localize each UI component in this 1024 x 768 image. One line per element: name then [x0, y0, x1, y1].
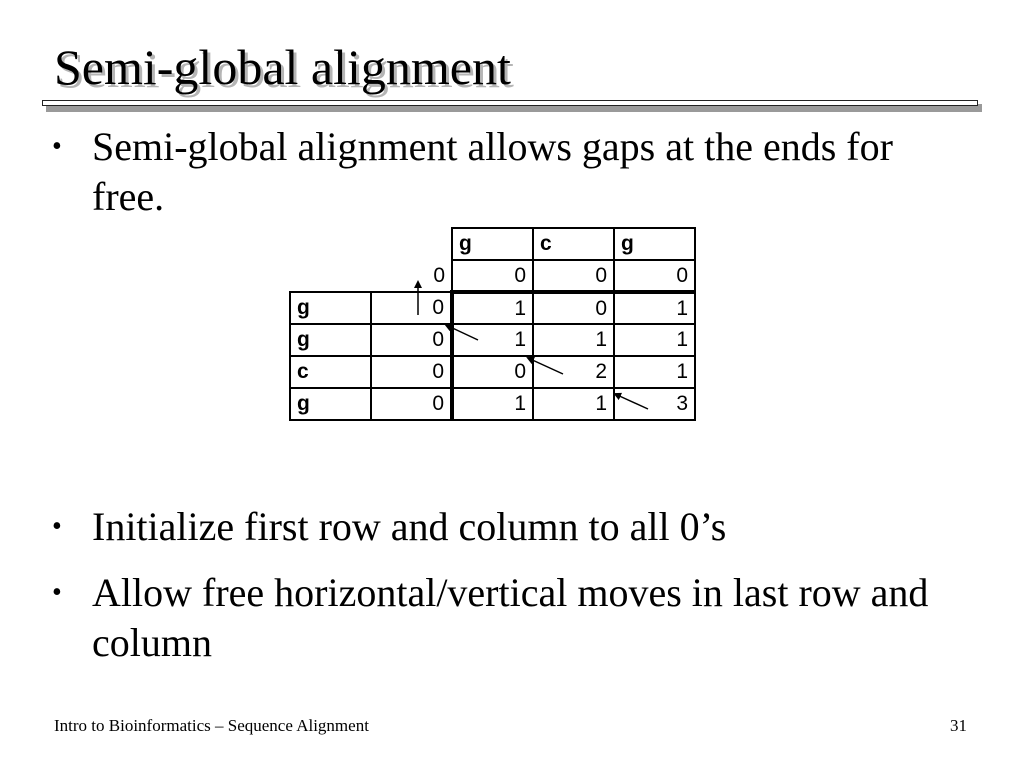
matrix-cell: 1 [614, 292, 695, 324]
empty-cell [371, 228, 452, 260]
bullet-item [52, 122, 972, 222]
bullet-text: Semi-global alignment allows gaps at the ends for free. [92, 124, 893, 219]
matrix-cell: 1 [533, 324, 614, 356]
row-header: g [290, 324, 371, 356]
column-header: g [452, 228, 533, 260]
matrix-cell: 1 [452, 388, 533, 420]
bullet-item [52, 568, 992, 668]
matrix-cell: 0 [452, 356, 533, 388]
slide-title: Semi-global alignment [54, 39, 511, 95]
bullet-text: Initialize first row and column to all 0’s [92, 504, 727, 549]
page-number: 31 [950, 716, 967, 735]
matrix-cell: 0 [433, 263, 445, 287]
dp-matrix [289, 227, 696, 421]
title-rule [42, 100, 978, 106]
footer-course-title: Intro to Bioinformatics – Sequence Alignment [54, 716, 369, 735]
bullet-text: Allow free horizontal/vertical moves in last row and column [92, 570, 929, 665]
matrix-cell: 0 [614, 260, 695, 292]
empty-cell [290, 260, 371, 292]
matrix-cell: 0 [533, 292, 614, 324]
column-header: g [614, 228, 695, 260]
empty-cell [290, 228, 371, 260]
row-header: g [290, 292, 371, 324]
matrix-cell: 2 [533, 356, 614, 388]
bullet-item [52, 502, 972, 552]
bullet-dot-icon: • [52, 131, 62, 162]
row-header: c [290, 356, 371, 388]
matrix-cell: 0 [371, 324, 452, 356]
bullet-dot-icon: • [52, 511, 62, 542]
matrix-cell: 0 [371, 292, 452, 324]
matrix-cell: 0 [452, 260, 533, 292]
matrix-cell: 0 [371, 356, 452, 388]
matrix-cell: 3 [614, 388, 695, 420]
column-header: c [533, 228, 614, 260]
matrix-cell: 1 [452, 324, 533, 356]
row-header: g [290, 388, 371, 420]
matrix-cell: 0 [371, 388, 452, 420]
matrix-cell: 0 [533, 260, 614, 292]
bullet-dot-icon: • [52, 577, 62, 608]
matrix-cell: 1 [452, 292, 533, 324]
matrix-cell: 1 [614, 324, 695, 356]
matrix-cell: 1 [533, 388, 614, 420]
matrix-cell: 1 [614, 356, 695, 388]
